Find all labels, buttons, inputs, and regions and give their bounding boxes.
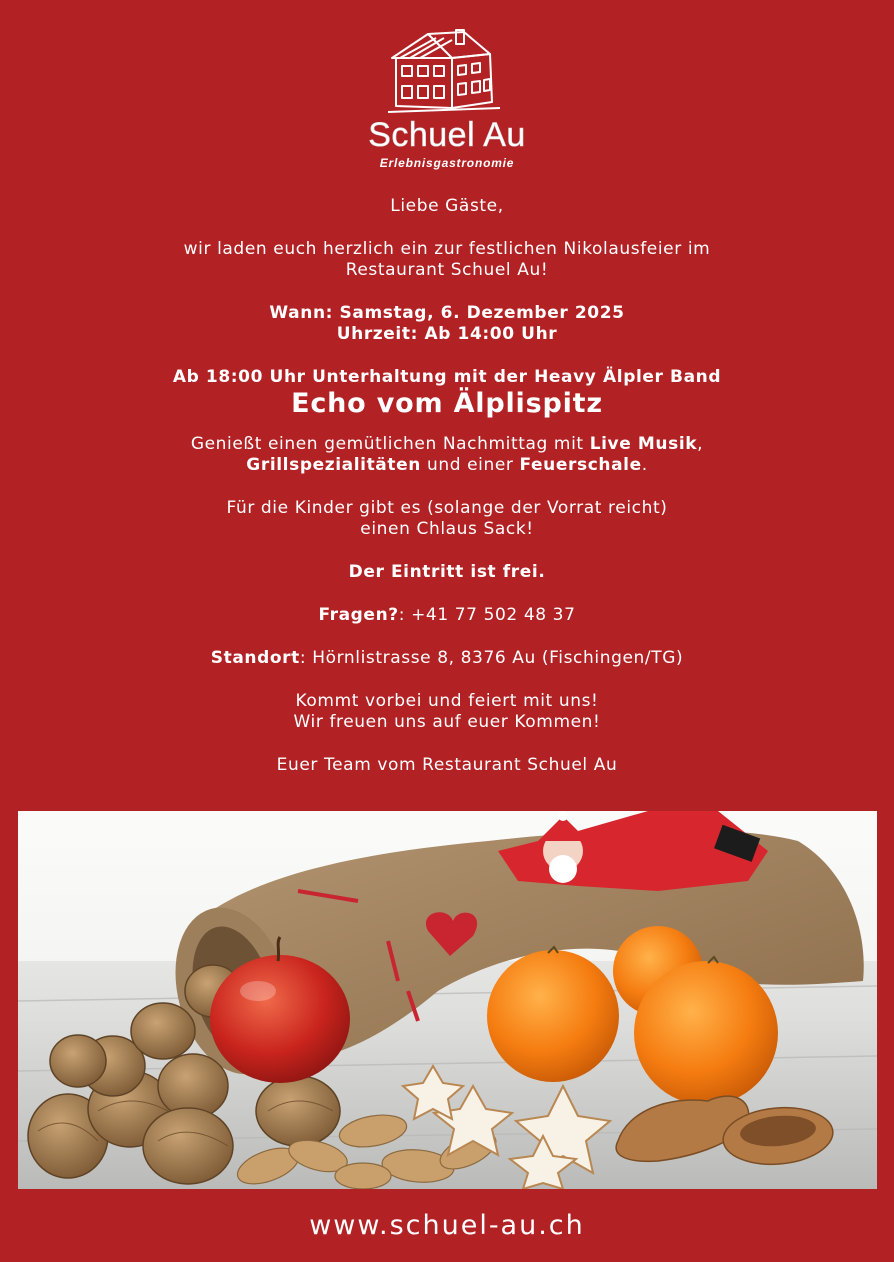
enjoy-text-1: Genießt einen gemütlichen Nachmittag mit (190, 434, 590, 454)
questions-line (80, 605, 814, 626)
location-line (80, 648, 814, 669)
entry-info: Der Eintritt ist frei. (348, 562, 546, 582)
enjoy-text-3: und einer (420, 455, 520, 475)
closing-line-1: Kommt vorbei und feiert mit uns! (295, 691, 599, 711)
invitation-text (80, 196, 814, 776)
logo-tagline: Erlebnisgastronomie (379, 156, 515, 170)
nikolaus-sack-illustration (18, 811, 877, 1189)
closing-line-2: Wir freuen uns auf euer Kommen! (293, 712, 601, 732)
enjoy-grill: Grillspezialitäten (246, 455, 421, 475)
entertainment-line: Ab 18:00 Uhr Unterhaltung mit der Heavy Älpler Band (172, 367, 722, 387)
signature: Euer Team vom Restaurant Schuel Au (276, 755, 618, 775)
greeting: Liebe Gäste, (390, 196, 504, 216)
event-time: Uhrzeit: Ab 14:00 Uhr (336, 324, 558, 344)
band-name: Echo vom Älplispitz (291, 388, 603, 419)
enjoy-text-2: , (697, 434, 704, 454)
location-address: : Hörnlistrasse 8, 8376 Au (Fischingen/TG) (299, 648, 684, 668)
enjoy-live-music: Live Musik (589, 434, 698, 454)
enjoy-fire: Feuerschale (519, 455, 642, 475)
house-logo-icon (340, 28, 554, 120)
nikolaus-photo (18, 811, 877, 1189)
questions-phone: : +41 77 502 48 37 (398, 605, 576, 625)
enjoy-line-2 (80, 455, 814, 476)
logo-name: Schuel Au (368, 116, 526, 154)
intro-line-2: Restaurant Schuel Au! (345, 260, 549, 280)
location-label: Standort (210, 648, 300, 668)
website-url[interactable]: www.schuel-au.ch (309, 1210, 585, 1241)
event-date: Wann: Samstag, 6. Dezember 2025 (269, 303, 625, 323)
kids-line-1: Für die Kinder gibt es (solange der Vorrat reicht) (226, 498, 668, 518)
enjoy-text-4: . (641, 455, 648, 475)
intro-line-1: wir laden euch herzlich ein zur festlichen Nikolausfeier im (183, 239, 711, 259)
logo (340, 28, 554, 178)
questions-label: Fragen? (318, 605, 399, 625)
kids-line-2: einen Chlaus Sack! (360, 519, 534, 539)
enjoy-line-1 (80, 434, 814, 455)
